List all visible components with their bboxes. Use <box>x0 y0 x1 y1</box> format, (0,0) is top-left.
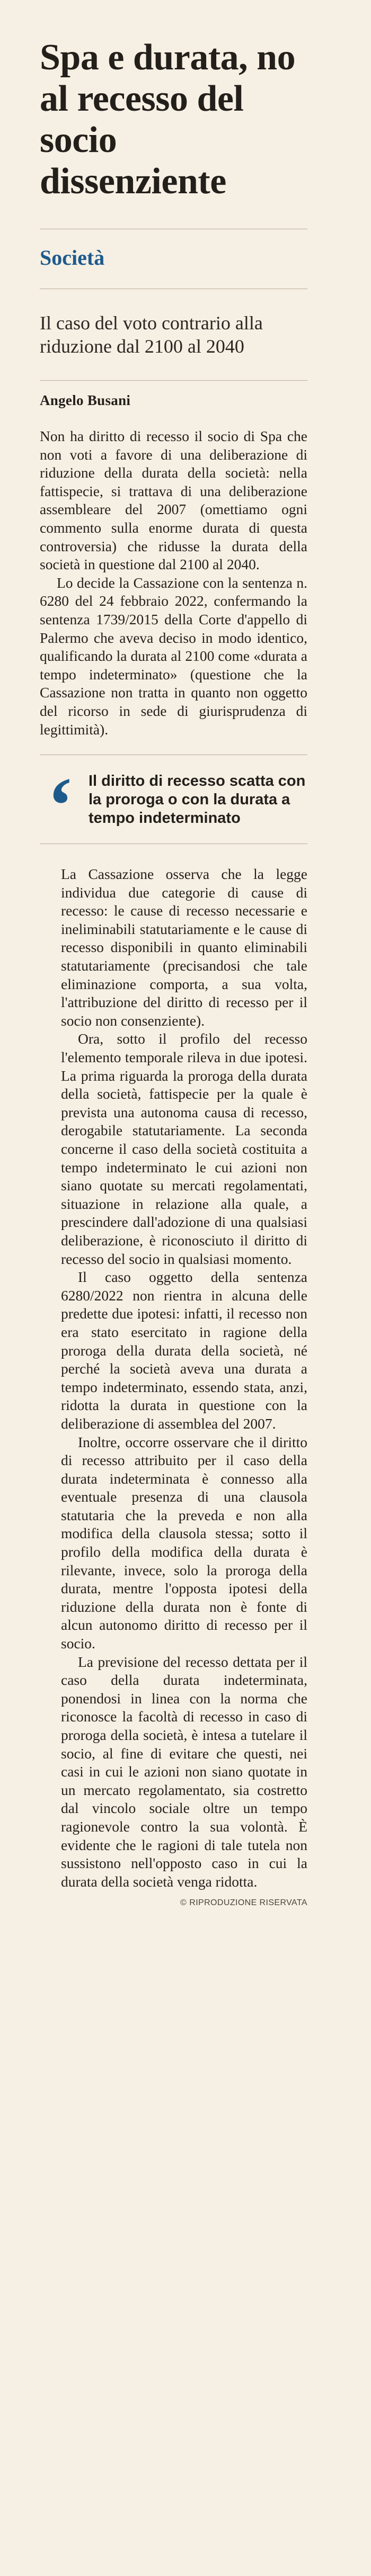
quote-mark-icon: ‘ <box>47 761 74 850</box>
paragraph: La previsione del recesso dettata per il caso della durata indeterminata, ponendosi in linea con la norma che riconosce la facoltà di recesso in caso di proroga della società, è intesa a tutelare il socio, al fine di evitare che questi, nei casi in cui le azioni non siano quotate in un mercato regolamentato, sia costretto dal vincolo sociale oltre un tempo ragionevole contro la sua volontà. È evidente che le ragioni di tale tutela non sussistono nell'opposto caso in cui la durata della società venga ridotta. <box>61 1653 307 1890</box>
article-body-part1 <box>40 427 307 739</box>
headline: Spa e durata, no al recesso del socio dissenziente <box>40 37 296 202</box>
paragraph: Inoltre, occorre osservare che il diritto di recesso attribuito per il caso della durata indeterminata è connesso alla eventuale presenza di una clausola statutaria che la preveda e non alla modifica della clausola stessa; sotto il profilo della modifica della durata è rilevante, invece, solo la proroga della durata, mentre l'opposta ipotesi della riduzione della durata non è fonte di alcun autonomo diritto di recesso per il socio. <box>61 1433 307 1652</box>
copyright-notice <box>40 1898 307 1908</box>
pull-quote <box>40 755 307 850</box>
paragraph: Il caso oggetto della sentenza 6280/2022 non rientra in alcuna delle predette due ipotesi: infatti, il recesso non era stato esercitato in ragione della proroga della durata della società, né perché la società aveva una durata a tempo indeterminato, essendo stata, anzi, ridotta la durata in questione con la deliberazione di assemblea del 2007. <box>61 1269 307 1432</box>
article-body-part2 <box>40 865 307 1891</box>
pull-quote-text: Il diritto di recesso scatta con la proroga o con la durata a tempo indeterminato <box>89 773 306 827</box>
section-label[interactable]: Società <box>40 246 105 270</box>
paragraph: La Cassazione osserva che la legge individua due categorie di cause di recesso: le cause di recesso necessarie e ineliminabili statutariamente e le cause di recesso disponibili in quanto eliminabili statutariamente (precisandosi che tale eliminazione comporta, a sua volta, l'attribuzione del diritto di recesso per il socio non consenziente). <box>61 866 307 1029</box>
copyright-icon: © <box>180 1898 187 1908</box>
copyright-text: RIPRODUZIONE RISERVATA <box>189 1898 307 1908</box>
author-byline: Angelo Busani <box>40 392 131 408</box>
subtitle: Il caso del voto contrario alla riduzione dal 2100 al 2040 <box>40 312 263 357</box>
paragraph: Non ha diritto di recesso il socio di Spa che non voti a favore di una deliberazione di riduzione della durata della società: nella fattispecie, si trattava di una deliberazione assembleare del 2007 (omettiamo ogni commento sulla enorme durata di questa controversia) che ridusse la durata della società in questione dal 2100 al 2040. <box>40 428 307 573</box>
paragraph: Lo decide la Cassazione con la sentenza n. 6280 del 24 febbraio 2022, confermando la sentenza 1739/2015 della Corte d'appello di Palermo che aveva deciso in modo identico, qualificando la durata al 2100 come «durata a tempo indeterminato» (questione che la Cassazione non tratta in quanto non oggetto del ricorso in sede di giurisprudenza di legittimità). <box>40 574 307 738</box>
paragraph: Ora, sotto il profilo del recesso l'elemento temporale rileva in due ipotesi. La prima riguarda la proroga della durata della società, fattispecie per la quale è prevista una autonoma causa di recesso, derogabile statutariamente. La seconda concerne il caso della società costituita a tempo indeterminato le cui azioni non siano quotate su mercati regolamentati, situazione in relazione alla quale, a prescindere dall'adozione di una qualsiasi deliberazione, è riconosciuto il diritto di recesso del socio in qualsiasi momento. <box>61 1030 307 1267</box>
divider <box>40 843 307 844</box>
divider <box>40 380 307 381</box>
